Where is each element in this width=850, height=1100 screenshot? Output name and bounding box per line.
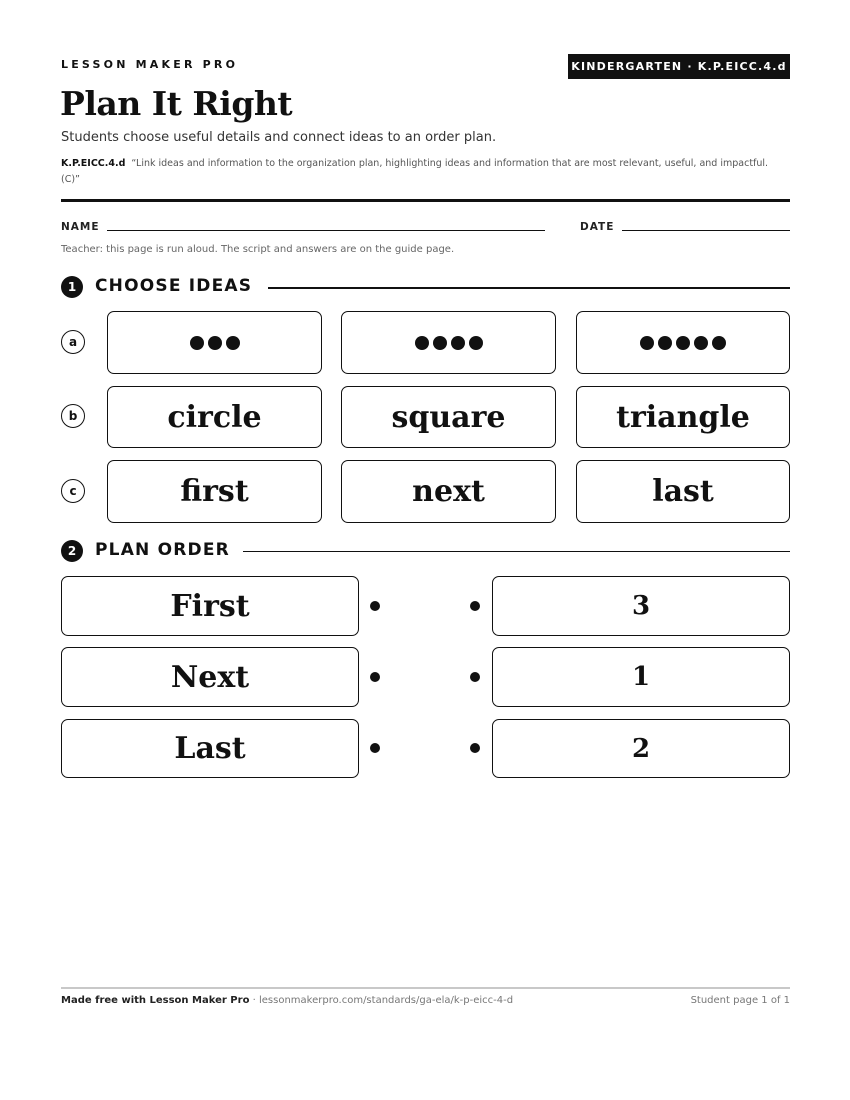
brand-name: LESSON MAKER PRO xyxy=(61,58,239,71)
choice-card-dots-3[interactable] xyxy=(107,311,322,374)
dot xyxy=(676,336,690,350)
dot xyxy=(208,336,222,350)
dot xyxy=(415,336,429,350)
choice-card-dots-5[interactable] xyxy=(576,311,790,374)
dot xyxy=(451,336,465,350)
section-1-title: CHOOSE IDEAS xyxy=(95,276,253,296)
order-card-next[interactable]: Next xyxy=(61,647,359,707)
order-card-last[interactable]: Last xyxy=(61,719,359,778)
right-connector-dot[interactable] xyxy=(470,601,480,611)
number-card-2[interactable]: 2 xyxy=(492,719,790,778)
row-letter-b: b xyxy=(61,404,85,428)
section-2-rule xyxy=(243,551,790,552)
left-connector-dot[interactable] xyxy=(370,743,380,753)
dot xyxy=(658,336,672,350)
order-card-first[interactable]: First xyxy=(61,576,359,636)
choice-card-first[interactable]: first xyxy=(107,460,322,523)
footer-divider xyxy=(61,987,790,989)
footer-url[interactable]: · lessonmakerpro.com/standards/ga-ela/k-p-eicc-4-d xyxy=(249,995,514,1006)
number-card-1[interactable]: 1 xyxy=(492,647,790,707)
grade-standard-badge: KINDERGARTEN · K.P.EICC.4.d xyxy=(568,54,790,79)
dot xyxy=(433,336,447,350)
number-card-3[interactable]: 3 xyxy=(492,576,790,636)
teacher-note: Teacher: this page is run aloud. The script and answers are on the guide page. xyxy=(61,244,455,255)
page-subtitle: Students choose useful details and connect ideas to an order plan. xyxy=(61,130,497,145)
section-2-title: PLAN ORDER xyxy=(95,540,230,560)
page-title: Plan It Right xyxy=(60,84,293,123)
row-letter-a: a xyxy=(61,330,85,354)
dot xyxy=(190,336,204,350)
row-letter-c: c xyxy=(61,479,85,503)
header-divider xyxy=(61,199,790,202)
dot xyxy=(712,336,726,350)
section-2-number: 2 xyxy=(61,540,83,562)
left-connector-dot[interactable] xyxy=(370,601,380,611)
standard-description xyxy=(61,156,781,188)
left-connector-dot[interactable] xyxy=(370,672,380,682)
date-label: DATE xyxy=(580,221,615,233)
choice-card-triangle[interactable]: triangle xyxy=(576,386,790,448)
footer-page-number: Student page 1 of 1 xyxy=(690,995,790,1006)
date-field[interactable] xyxy=(622,230,790,231)
section-1-rule xyxy=(268,287,790,289)
right-connector-dot[interactable] xyxy=(470,743,480,753)
standard-code: K.P.EICC.4.d xyxy=(61,158,126,169)
name-field[interactable] xyxy=(107,230,545,231)
choice-card-circle[interactable]: circle xyxy=(107,386,322,448)
dot xyxy=(640,336,654,350)
choice-card-dots-4[interactable] xyxy=(341,311,556,374)
choice-card-square[interactable]: square xyxy=(341,386,556,448)
dot xyxy=(469,336,483,350)
choice-card-next[interactable]: next xyxy=(341,460,556,523)
footer-credit xyxy=(61,995,513,1006)
dot xyxy=(226,336,240,350)
standard-text: “Link ideas and information to the organization plan, highlighting ideas and information that are most relevant, useful, and impactful. (C)” xyxy=(61,158,769,185)
dot xyxy=(694,336,708,350)
section-1-number: 1 xyxy=(61,276,83,298)
name-label: NAME xyxy=(61,221,100,233)
choice-card-last[interactable]: last xyxy=(576,460,790,523)
footer-made-with: Made free with Lesson Maker Pro xyxy=(61,995,250,1006)
right-connector-dot[interactable] xyxy=(470,672,480,682)
